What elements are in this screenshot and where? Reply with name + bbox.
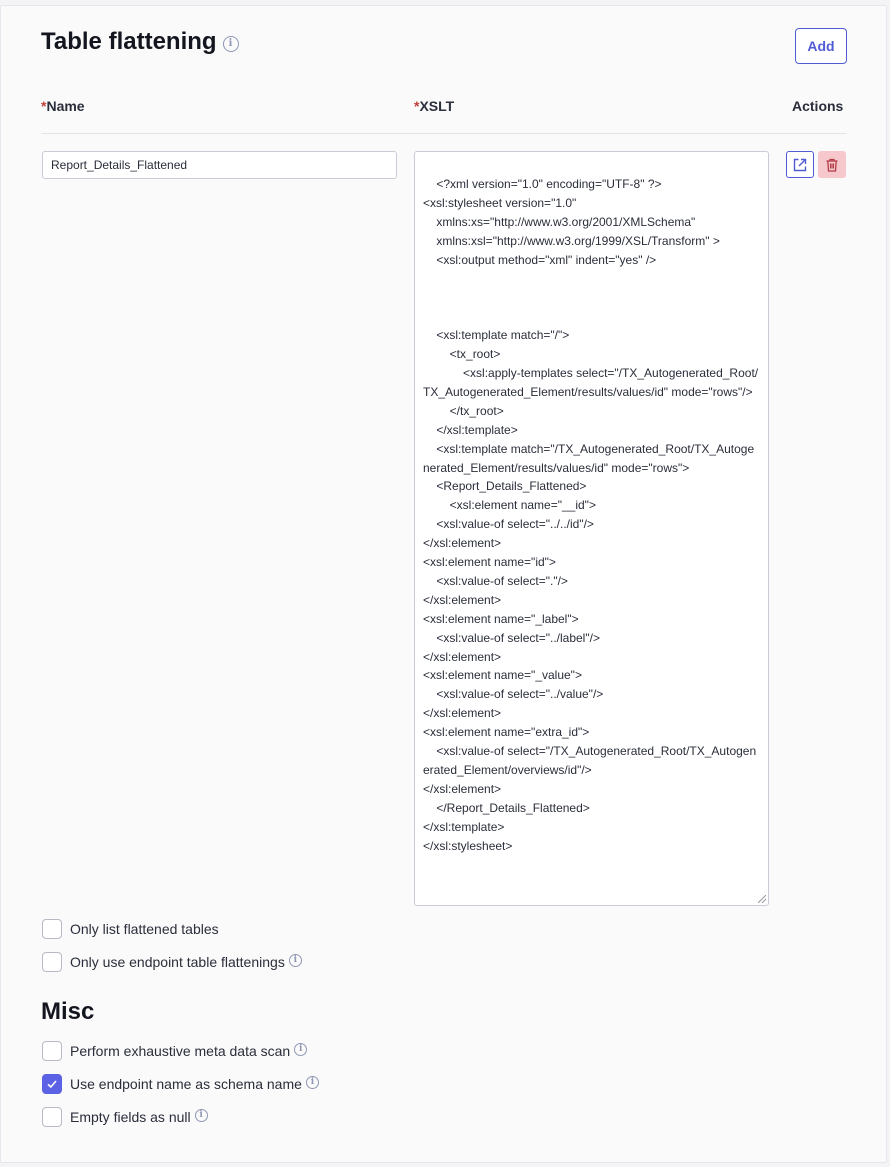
- option-label: Perform exhaustive meta data scan: [70, 1043, 291, 1059]
- misc-title: [41, 998, 94, 1026]
- empty-fields-null-checkbox[interactable]: [42, 1107, 62, 1127]
- option-label: Use endpoint name as schema name: [70, 1076, 302, 1092]
- info-icon[interactable]: i: [294, 1043, 307, 1056]
- xslt-column-label: XSLT: [419, 98, 455, 114]
- option-only-list-flattened: [42, 919, 219, 939]
- add-button[interactable]: Add: [795, 28, 847, 64]
- info-icon[interactable]: i: [195, 1109, 208, 1122]
- flattening-name-input[interactable]: [42, 151, 397, 179]
- open-editor-button[interactable]: [786, 151, 814, 178]
- trash-icon: [824, 157, 840, 173]
- name-column-header: [41, 98, 85, 114]
- option-label: Only use endpoint table flattenings: [70, 954, 285, 970]
- delete-button[interactable]: [818, 151, 846, 178]
- misc-title-text: Misc: [41, 998, 95, 1025]
- endpoint-schema-name-checkbox[interactable]: [42, 1074, 62, 1094]
- name-column-label: Name: [46, 98, 85, 114]
- external-link-icon: [792, 157, 808, 173]
- xslt-content: <?xml version="1.0" encoding="UTF-8" ?> <xsl:stylesheet version="1.0" xmlns:xs="http://www.w3.org/2001/XMLSchema" xmlns:xsl="http://www.w3.org/1999/XSL/Transform" > <xsl:output method="xml" indent="yes" /> <xsl:template match="/"> <tx_root> <xsl:apply-templates select="/TX_Autogenerated_Root/TX_Autogenerated_Element/results/values/id" mode="rows"/> </tx_root> </xsl:template> <xsl:template match="/TX_Autogenerated_Root/TX_Autogenerated_Element/results/values/id" mode="rows"> <Report_Details_Flattened> <xsl:element name="__id"> <xsl:value-of select="../../id"/> </xsl:element> <xsl:element name="id"> <xsl:value-of select="."/> </xsl:element> <xsl:element name="_label"> <xsl:value-of select="../label"/> </xsl:element> <xsl:element name="_value"> <xsl:value-of select="../value"/> </xsl:element> <xsl:element name="extra_id"> <xsl:value-of select="/TX_Autogenerated_Root/TX_Autogenerated_Element/overviews/id"/> </xsl:element> </Report_Details_Flattened> </xsl:template> </xsl:stylesheet>: [423, 176, 759, 853]
- info-icon[interactable]: i: [223, 36, 239, 52]
- option-empty-fields-null: [42, 1107, 208, 1127]
- option-endpoint-schema-name: [42, 1074, 319, 1094]
- actions-column-header: Actions: [792, 98, 844, 114]
- xslt-textarea[interactable]: [414, 151, 769, 906]
- only-list-flattened-checkbox[interactable]: [42, 919, 62, 939]
- only-use-endpoint-checkbox[interactable]: [42, 952, 62, 972]
- check-icon: [46, 1078, 58, 1090]
- info-icon[interactable]: i: [306, 1076, 319, 1089]
- option-only-use-endpoint: [42, 952, 302, 972]
- option-label: Empty fields as null: [70, 1109, 191, 1125]
- table-flattening-title-text: Table flattening: [41, 28, 217, 55]
- info-icon[interactable]: i: [289, 954, 302, 967]
- resize-handle[interactable]: [758, 895, 766, 903]
- option-label: Only list flattened tables: [70, 921, 219, 937]
- option-exhaustive-scan: [42, 1041, 307, 1061]
- required-mark: *: [414, 98, 420, 114]
- table-flattening-title: [41, 28, 239, 56]
- header-divider: [41, 133, 847, 134]
- settings-card: [0, 5, 887, 1163]
- exhaustive-scan-checkbox[interactable]: [42, 1041, 62, 1061]
- xslt-column-header: [414, 98, 454, 114]
- required-mark: *: [41, 98, 47, 114]
